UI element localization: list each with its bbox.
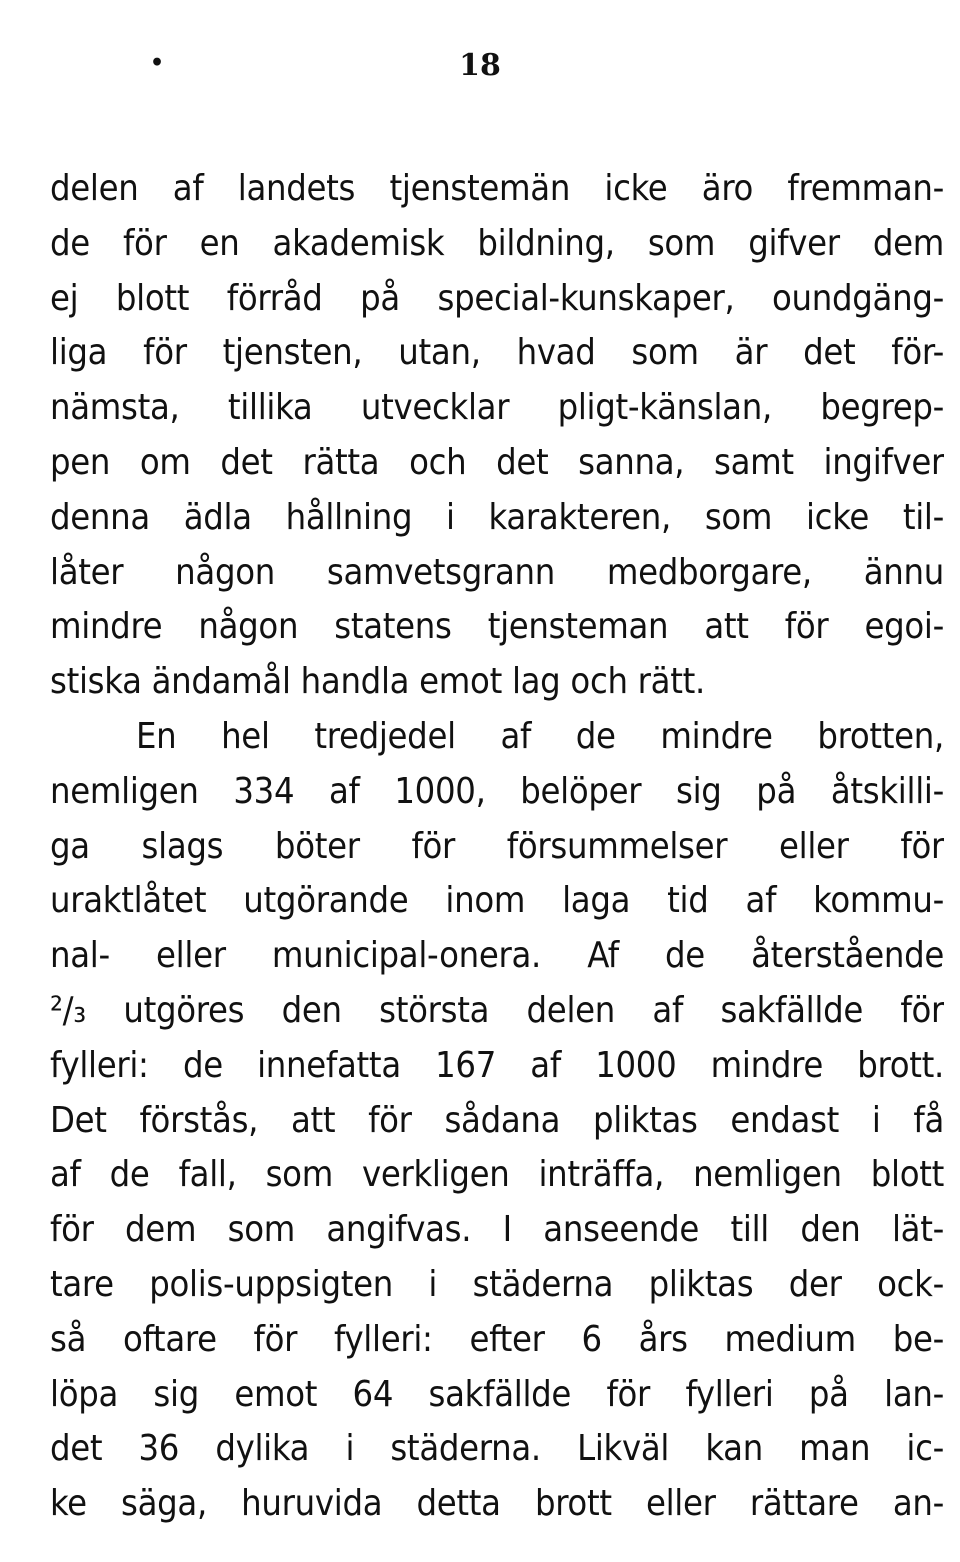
text-line: tare polis-uppsigten i städerna pliktas der ock- <box>50 1263 944 1305</box>
text-line: uraktlåtet utgörande inom laga tid af kommu- <box>50 880 944 922</box>
text-line: nal- eller municipal-onera. Af de återstående <box>50 935 944 977</box>
text-line: det 36 dylika i städerna. Likväl kan man ic- <box>50 1428 944 1470</box>
text-line: pen om det rätta och det sanna, samt ingifver <box>50 441 944 483</box>
text-line: delen af landets tjenstemän icke äro fremman- <box>50 168 944 209</box>
text-line: Det förstås, att för sådana pliktas endast i få <box>50 1099 944 1141</box>
paragraph-end-line: stiska ändamål handla emot lag och rätt. <box>50 661 705 703</box>
text-line: fylleri: de innefatta 167 af 1000 mindre brott. <box>50 1044 944 1086</box>
paragraph-start-line: En hel tredjedel af de mindre brotten, <box>136 715 944 757</box>
printer-mark: • <box>150 50 165 76</box>
text-line: de för en akademisk bildning, som gifver dem <box>50 222 944 264</box>
text-line: nemligen 334 af 1000, belöper sig på åtskilli- <box>50 770 944 812</box>
text-line: liga för tjensten, utan, hvad som är det för- <box>50 332 944 374</box>
text-line: mindre någon statens tjensteman att för egoi- <box>50 606 944 648</box>
body-text <box>50 162 944 1532</box>
page-number: 18 <box>459 48 501 83</box>
text-line: löpa sig emot 64 sakfällde för fylleri på lan- <box>50 1373 944 1415</box>
text-line: denna ädla hållning i karakteren, som icke til- <box>50 496 944 538</box>
text-line: så oftare för fylleri: efter 6 års medium be- <box>50 1318 944 1360</box>
text-line: ej blott förråd på special-kunskaper, oundgäng- <box>50 277 944 319</box>
text-line: ke säga, huruvida detta brott eller rättare an- <box>50 1483 944 1525</box>
text-line: af de fall, som verkligen inträffa, nemligen blott <box>50 1154 944 1196</box>
text-line: för dem som angifvas. I anseende till den lät- <box>50 1209 944 1251</box>
text-line: nämsta, tillika utvecklar pligt-känslan, begrep- <box>50 387 944 429</box>
text-line: låter någon samvetsgrann medborgare, ännu <box>50 551 944 593</box>
text-line: ga slags böter för försummelser eller för <box>50 825 944 867</box>
text-line: ²/₃ utgöres den största delen af sakfällde för <box>50 989 944 1031</box>
